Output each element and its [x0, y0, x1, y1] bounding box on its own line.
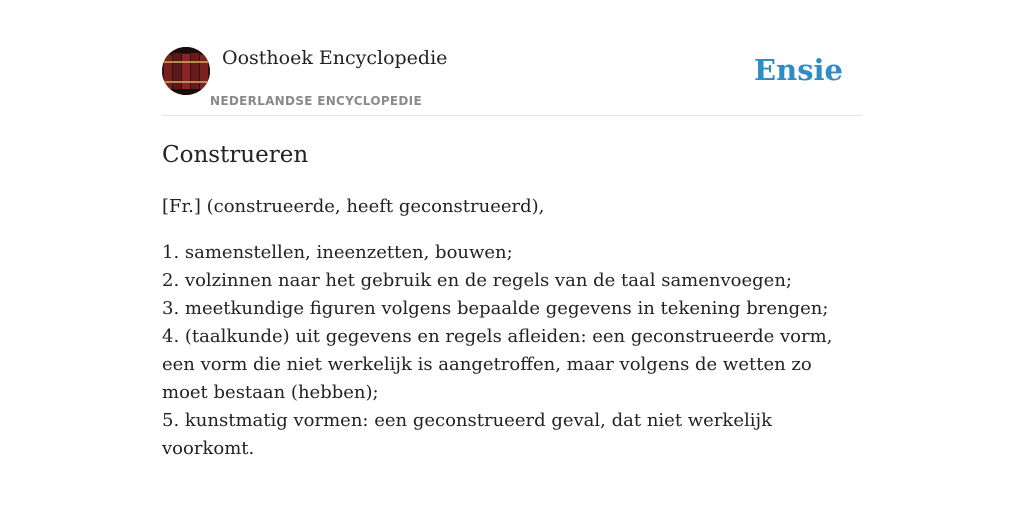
- source-subtitle: NEDERLANDSE ENCYCLOPEDIE: [210, 94, 422, 108]
- definition-item: 5. kunstmatig vormen: een geconstrueerd geval, dat niet werkelijk voorkomt.: [162, 410, 772, 459]
- definition-list: [162, 239, 862, 463]
- source-header: [162, 46, 862, 116]
- definition-item: 4. (taalkunde) uit gegevens en regels afleiden: een geconstrueerde vorm, een vorm die niet werkelijk is aangetroffen, maar volgens de wetten zo moet bestaan (hebben);: [162, 326, 833, 403]
- source-title-link[interactable]: Oosthoek Encyclopedie: [222, 47, 448, 69]
- definition-item: 3. meetkundige figuren volgens bepaalde gegevens in tekening brengen;: [162, 298, 829, 319]
- encyclopedia-books-icon: [162, 47, 210, 95]
- source-avatar[interactable]: [162, 47, 210, 95]
- brand-logo-link[interactable]: Ensie: [754, 53, 843, 87]
- definition-item: 1. samenstellen, ineenzetten, bouwen;: [162, 242, 513, 263]
- entry-title: Construeren: [162, 142, 309, 168]
- definition-item: 2. volzinnen naar het gebruik en de regels van de taal samenvoegen;: [162, 270, 792, 291]
- entry-intro: [Fr.] (construeerde, heeft geconstrueerd),: [162, 196, 545, 217]
